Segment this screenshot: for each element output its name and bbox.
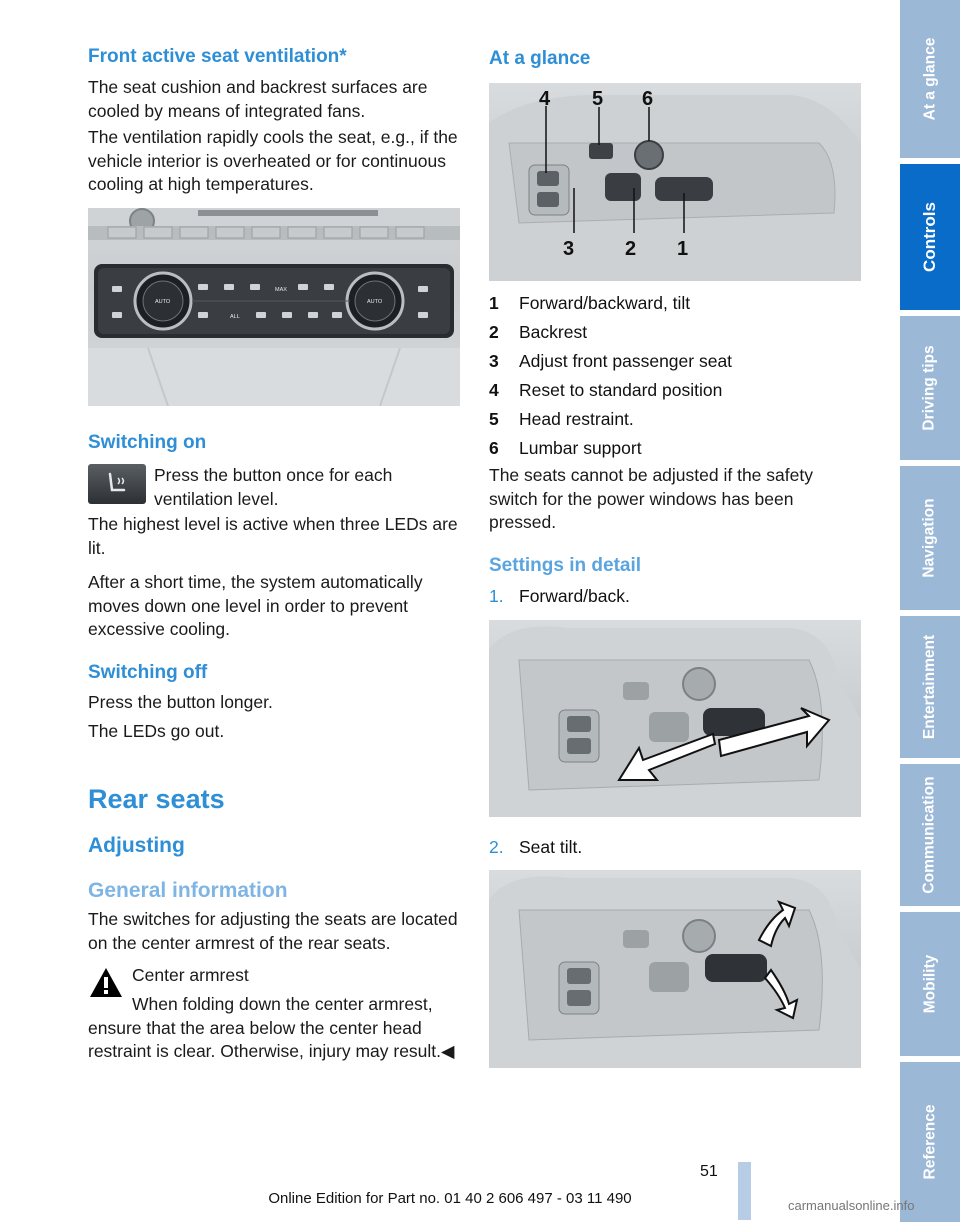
controls-legend-list [489,292,732,466]
list-item: 4 Reset to standard position [489,380,723,400]
list-item: 2 Backrest [489,322,588,342]
rear-seats-title: Rear seats [88,784,225,814]
callout-1: 1 [677,238,689,260]
seat-tilt-figure [489,870,861,1068]
section-title-ventilation: Front active seat ventilation* [88,46,347,67]
list-item: 5 Head restraint. [489,409,634,429]
callout-4: 4 [539,88,551,110]
warning-title: Center armrest [132,965,249,985]
warning-text: When folding down the center armrest, ensure that the area below the center head restraint is clear. Otherwise, injury may result.◀ [88,994,455,1061]
tab-mobility[interactable]: Mobility [900,912,960,1056]
general-information-title: General information [88,879,288,902]
general-information-paragraph: The switches for adjusting the seats are located on the center armrest of the rear seats. [88,909,458,953]
list-item: 1 Forward/backward, tilt [489,293,691,313]
callout-2: 2 [625,238,637,260]
tab-communication[interactable]: Communication [900,764,960,906]
switching-on-paragraph-3: After a short time, the system automatically moves down one level in order to prevent excessive cooling. [88,572,423,639]
settings-in-detail-title: Settings in detail [489,555,642,576]
switching-off-paragraph-2: The LEDs go out. [88,721,225,741]
page-number: 51 [700,1163,718,1180]
tab-at-a-glance[interactable]: At a glance [900,0,960,158]
safety-switch-paragraph: The seats cannot be adjusted if the safety switch for the power windows has been pressed. [489,465,813,532]
climate-control-panel-figure [88,208,460,406]
switching-on-paragraph-2: The highest level is active when three LEDs are lit. [88,514,458,558]
auto-label-right: AUTO [367,299,383,305]
seat-controls-overview-figure [489,83,861,281]
step-1: 1. Forward/back. [489,586,630,606]
ventilation-paragraph-1: The seat cushion and backrest surfaces are cooled by means of integrated fans. [88,77,428,121]
at-a-glance-title: At a glance [489,48,591,69]
callout-5: 5 [592,88,604,110]
step-2: 2. Seat tilt. [489,837,583,857]
switching-on-title: Switching on [88,432,207,453]
ventilation-paragraph-2: The ventilation rapidly cools the seat, e.g., if the vehicle interior is overheated or for continuous cooling at high temperatures. [88,127,458,194]
list-item: 6 Lumbar support [489,438,642,458]
adjusting-title: Adjusting [88,834,185,857]
callout-3: 3 [563,238,575,260]
watermark: carmanualsonline.info [788,1198,915,1213]
seat-ventilation-button-icon [88,464,146,504]
tab-navigation[interactable]: Navigation [900,466,960,610]
auto-label-left: AUTO [155,299,171,305]
callout-6: 6 [642,88,654,110]
switching-on-text: Press the button once for each ventilation level. [154,465,393,509]
chapter-sidebar [900,0,960,1222]
tab-controls[interactable]: Controls [900,164,960,310]
tab-reference[interactable]: Reference [900,1062,960,1222]
switching-off-title: Switching off [88,662,208,683]
tab-entertainment[interactable]: Entertainment [900,616,960,758]
max-label: MAX [275,287,287,293]
switching-off-paragraph-1: Press the button longer. [88,692,273,712]
tab-driving-tips[interactable]: Driving tips [900,316,960,460]
forward-back-figure [489,620,861,817]
all-label: ALL [230,314,240,320]
edition-footer: Online Edition for Part no. 01 40 2 606 497 - 03 11 490 [268,1190,632,1207]
list-item: 3 Adjust front passenger seat [489,351,733,371]
